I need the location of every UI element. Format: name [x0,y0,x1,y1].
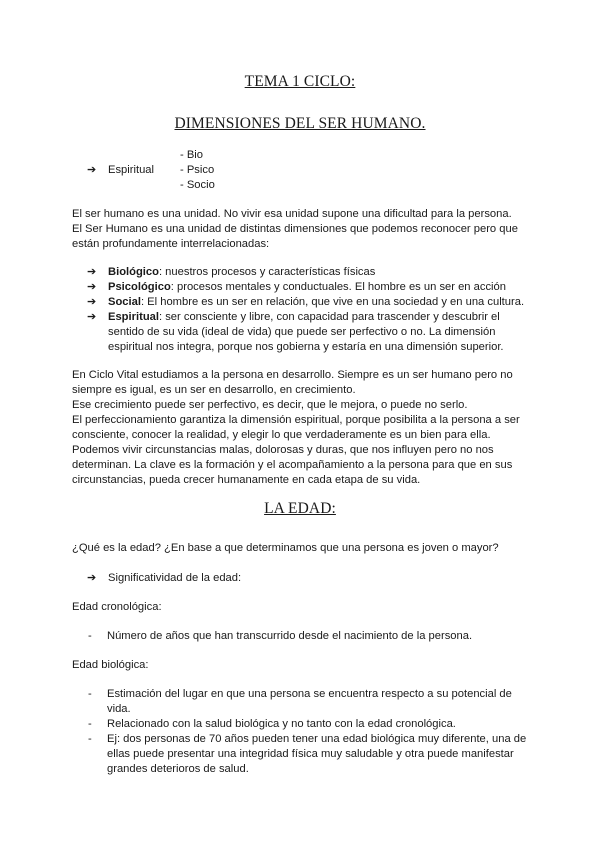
dimension-item: - Socio [180,179,215,191]
section-title-dimensiones: DIMENSIONES DEL SER HUMANO. [174,115,426,132]
term: Psicológico [108,281,171,293]
definition: : procesos mentales y conductuales. El hombre es un ser en acción [170,281,506,293]
text-line: Podemos vivir circunstancias malas, dolorosas y duras, que nos influyen pero no nos [72,444,494,456]
arrow-bullet-icon: ➔ [87,311,97,323]
term: Espiritual [108,311,159,323]
text-line: El perfeccionamiento garantiza la dimensión espiritual, porque posibilita a la persona a ser [72,414,520,426]
ciclo-vital-paragraph [72,368,532,488]
dimension-item: - Bio [180,149,204,161]
text-line: determinan. La clave es la formación y el acompañamiento a la persona para que en sus [72,459,513,471]
definition: : nuestros procesos y características físicas [158,266,376,278]
definition: : ser consciente y libre, con capacidad para trascender y descubrir el sentido de su vida (ideal de vida) que puede ser perfectivo o no. La dimensión espiritual nos integra, porque nos gobierna y estaría en una dimensión superior. [108,311,504,353]
list-text: Estimación del lugar en que una persona se encuentra respecto a su potencial de vida. [107,688,512,715]
arrow-bullet-icon: ➔ [87,266,97,278]
arrow-bullet-icon: ➔ [87,296,97,308]
heading-cronologica: Edad cronológica: [72,601,162,613]
significance-label: Significatividad de la edad: [108,572,242,584]
arrow-bullet-icon: ➔ [87,164,97,176]
dash-bullet: - [88,733,92,745]
text-line: El ser humano es una unidad. No vivir esa unidad supone una dificultad para la persona. [72,208,512,220]
definition: : El hombre es un ser en relación, que vive en una sociedad y en una cultura. [140,296,525,308]
dimension-label: Espiritual [108,164,155,176]
text-line: Ese crecimiento puede ser perfectivo, es decir, que le mejora, o puede no serlo. [72,399,468,411]
section-title-edad: LA EDAD: [264,500,336,517]
list-text: Número de años que han transcurrido desde el nacimiento de la persona. [107,630,473,642]
intro-paragraph [72,207,532,252]
text-line: consciente, conocer la realidad, y elegir lo que verdaderamente es un bien para ella. [72,429,491,441]
text-line: En Ciclo Vital estudiamos a la persona en desarrollo. Siempre es un ser humano pero no [72,369,513,381]
text-line: siempre es igual, es un ser en desarrollo, en crecimiento. [72,384,356,396]
dash-bullet: - [88,688,92,700]
dimension-item: - Psico [180,164,215,176]
arrow-bullet-icon: ➔ [87,572,97,584]
list-text: Ej: dos personas de 70 años pueden tener una edad biológica muy diferente, una de ellas puede presentar una integridad física muy saludable y otra puede manifestar grandes deterioros de salud. [107,733,527,775]
question: ¿Qué es la edad? ¿En base a que determinamos que una persona es joven o mayor? [72,542,499,554]
text-line: circunstancias, pueda crecer humanamente en cada etapa de su vida. [72,474,421,486]
page-title: TEMA 1 CICLO: [244,73,356,90]
list-text: Relacionado con la salud biológica y no tanto con la edad cronológica. [107,718,456,730]
heading-biologica: Edad biológica: [72,659,149,671]
term: Social [108,296,141,308]
arrow-bullet-icon: ➔ [87,281,97,293]
dash-bullet: - [88,630,92,642]
text-line: El Ser Humano es una unidad de distintas dimensiones que podemos reconocer pero que [72,223,518,235]
text-line: están profundamente interrelacionadas: [72,238,270,250]
dash-bullet: - [88,718,92,730]
term: Biológico [108,266,159,278]
